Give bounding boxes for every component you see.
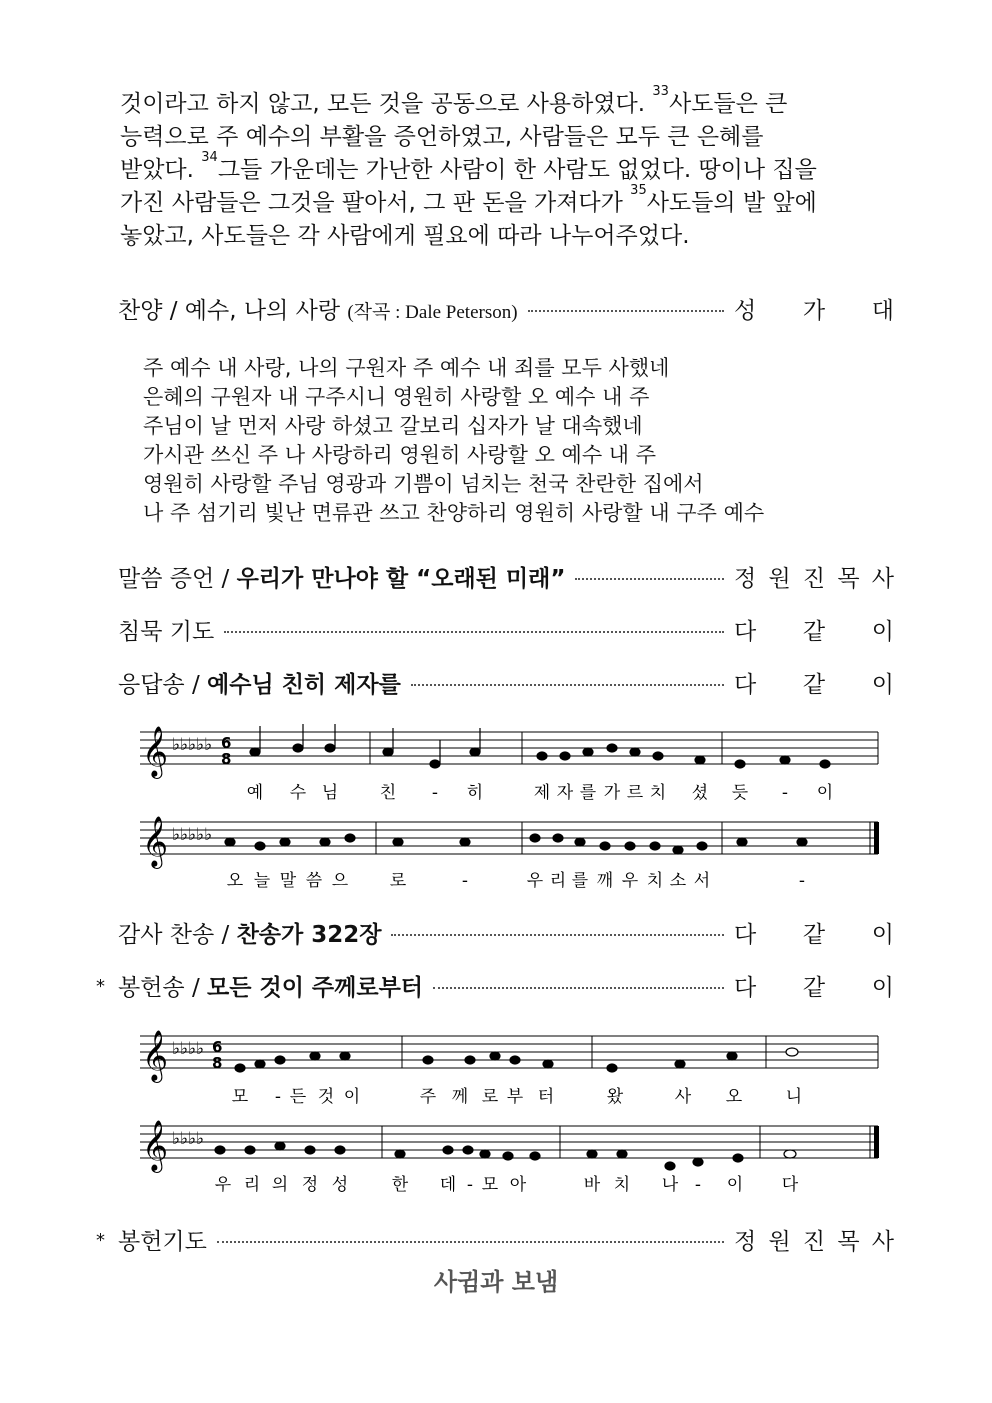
lyric-syllable: 씀: [305, 871, 323, 891]
anthem-label: 찬양 / 예수, 나의 사랑: [118, 298, 348, 324]
lyric-syllable: -: [461, 871, 469, 891]
lyric-syllable: 정: [301, 1175, 319, 1195]
lyric-syllable: 든: [289, 1087, 307, 1107]
anthem-lyrics: [143, 354, 764, 528]
lyric-syllable: 서: [693, 871, 711, 891]
role-char: 성: [734, 298, 757, 324]
role-char: 이: [871, 672, 894, 698]
scripture-text: 사도들의 발 앞에: [646, 190, 817, 216]
time-signature-bottom: 8: [221, 750, 232, 768]
lyric-syllable: -: [694, 1175, 702, 1195]
asterisk-marker: *: [96, 976, 105, 997]
lyric-line: 주 예수 내 사랑, 나의 구원자 주 예수 내 죄를 모두 사했네: [143, 356, 670, 380]
offertory-label: 봉헌송 /: [118, 975, 208, 1001]
scripture-text: 그들 가운데는 가난한 사람이 한 사람도 없었다. 땅이나 집을: [217, 157, 817, 183]
lyric-syllable: 로: [389, 871, 407, 891]
lyric-syllable: 님: [321, 783, 339, 803]
lyric-syllable: 가: [603, 783, 621, 803]
scripture-text: 가진 사람들은 그것을 팔아서, 그 판 돈을 가져다가: [120, 190, 631, 216]
treble-clef-icon: 𝄞: [142, 1120, 169, 1171]
role-char: 사: [871, 1229, 894, 1255]
lyric-syllable: 르: [626, 783, 644, 803]
lyric-syllable: 오: [226, 871, 244, 891]
dot-leader: [391, 934, 724, 936]
response-role: [734, 666, 894, 699]
lyric-syllable: 바: [583, 1175, 601, 1195]
scripture-line: 놓았고, 사도들은 각 사람에게 필요에 따라 나누어주었다.: [120, 223, 690, 249]
key-signature-flats: ♭♭♭♭: [172, 1039, 205, 1059]
lyric-syllable: 우: [214, 1175, 232, 1195]
scripture-text: 받았다.: [120, 157, 202, 183]
offertory-lyrics-line2: [215, 1174, 799, 1195]
lyric-syllable: 치: [613, 1175, 631, 1195]
response-title: [118, 666, 401, 699]
lyric-syllable: 이: [816, 783, 834, 803]
time-signature-top: 6: [212, 1038, 223, 1056]
lyric-syllable: 우: [526, 871, 544, 891]
role-char: 정: [734, 1229, 757, 1255]
offertory-score: [130, 1022, 890, 1200]
lyric-syllable: 깨: [596, 871, 614, 891]
role-char: 진: [802, 566, 826, 592]
lyric-syllable: 리: [243, 1175, 261, 1195]
dot-leader: [217, 1241, 724, 1243]
lyric-syllable: 제: [533, 783, 551, 803]
lyric-syllable: 수: [289, 783, 307, 803]
role-char: 같: [802, 922, 826, 948]
role-char: 다: [734, 619, 757, 645]
verse-number: 34: [201, 150, 218, 165]
scripture-text: 것이라고 하지 않고, 모든 것을 공동으로 사용하였다.: [120, 91, 653, 117]
silent-prayer-label: 침묵 기도: [118, 619, 215, 645]
lyric-syllable: 아: [509, 1175, 527, 1195]
lyric-syllable: 늘: [253, 871, 271, 891]
dot-leader: [528, 310, 724, 312]
lyric-line: 영원히 사랑할 주님 영광과 기쁨이 넘치는 천국 찬란한 집에서: [143, 472, 704, 496]
lyric-syllable: 소: [669, 871, 687, 891]
lyric-syllable: 으: [331, 871, 349, 891]
role-char: 이: [871, 619, 894, 645]
offertory-prayer-role: [734, 1223, 894, 1256]
role-char: 정: [734, 566, 757, 592]
lyric-syllable: 치: [649, 783, 667, 803]
thanks-hymn-label: 감사 찬송 /: [118, 922, 237, 948]
lyric-syllable: 듯: [731, 783, 749, 803]
dot-leader: [575, 578, 724, 580]
role-char: 다: [734, 975, 757, 1001]
scripture-line: [120, 150, 890, 187]
lyric-syllable: 우: [621, 871, 639, 891]
lyric-syllable: 부: [506, 1087, 524, 1107]
sermon-title: [118, 560, 565, 593]
lyric-syllable: 말: [279, 871, 297, 891]
lyric-syllable: 를: [579, 783, 597, 803]
role-char: 다: [734, 672, 757, 698]
thanks-hymn-role: [734, 916, 894, 949]
anthem-title: [118, 292, 518, 325]
time-signature-top: 6: [221, 734, 232, 752]
order-item-thanks-hymn: [118, 916, 894, 949]
lyric-syllable: 오: [725, 1087, 743, 1107]
verse-number: 33: [652, 84, 669, 99]
order-item-silent-prayer: [118, 613, 894, 646]
lyric-syllable: 히: [466, 783, 484, 803]
key-signature-flats: ♭♭♭♭♭: [172, 825, 213, 845]
lyric-syllable: 로: [481, 1087, 499, 1107]
role-char: 같: [802, 672, 826, 698]
lyric-syllable: 터: [537, 1087, 555, 1107]
lyric-syllable: 왔: [606, 1087, 624, 1107]
lyric-syllable: 예: [246, 783, 264, 803]
role-char: 목: [837, 1229, 860, 1255]
order-item-anthem: [118, 292, 894, 325]
lyric-syllable: -: [431, 783, 439, 803]
offertory-song: 모든 것이 주께로부터: [207, 975, 424, 1001]
sermon-topic: 우리가 만나야 할 “오래된 미래”: [236, 566, 566, 592]
treble-clef-icon: 𝄞: [142, 726, 169, 777]
lyric-syllable: 리: [549, 871, 567, 891]
role-char: 이: [871, 975, 894, 1001]
lyric-syllable: 한: [391, 1175, 409, 1195]
role-char: 목: [837, 566, 860, 592]
sermon-preacher: [734, 560, 894, 593]
role-char: 원: [768, 566, 791, 592]
lyric-syllable: 이: [343, 1087, 361, 1107]
role-char: 같: [802, 975, 826, 1001]
time-signature-bottom: 8: [212, 1054, 223, 1072]
treble-clef-icon: 𝄞: [142, 816, 169, 867]
treble-clef-icon: 𝄞: [142, 1030, 169, 1081]
role-char: 가: [802, 298, 826, 324]
lyric-syllable: 니: [785, 1087, 803, 1107]
lyric-syllable: 성: [331, 1175, 349, 1195]
lyric-syllable: 를: [571, 871, 589, 891]
asterisk-marker: *: [96, 1230, 105, 1251]
response-score: [130, 718, 890, 896]
lyric-line: 은혜의 구원자 내 구주시니 영원히 사랑할 오 예수 내 주: [143, 385, 650, 409]
dot-leader: [433, 987, 724, 989]
lyric-line: 나 주 섬기리 빛난 면류관 쓰고 찬양하리 영원히 사랑할 내 구주 예수: [143, 501, 765, 525]
lyric-syllable: 께: [451, 1087, 469, 1107]
lyric-syllable: -: [781, 783, 789, 803]
key-signature-flats: ♭♭♭♭♭: [172, 735, 213, 755]
scripture-line: [120, 84, 890, 121]
dot-leader: [224, 631, 724, 633]
lyric-syllable: 치: [646, 871, 664, 891]
thanks-hymn-title: [118, 916, 381, 949]
offertory-role: [734, 969, 894, 1002]
key-signature-flats: ♭♭♭♭: [172, 1129, 205, 1149]
role-char: 대: [871, 298, 894, 324]
lyric-syllable: 사: [674, 1087, 692, 1107]
lyric-syllable: 의: [271, 1175, 289, 1195]
scripture-text: 사도들은 큰: [668, 91, 788, 117]
offertory-title: [118, 969, 423, 1002]
response-song: 예수님 친히 제자를: [207, 672, 401, 698]
scripture-passage: [120, 84, 890, 253]
thanks-hymn-number: 찬송가 322장: [236, 922, 382, 948]
lyric-syllable: -: [798, 871, 806, 891]
order-item-response: [118, 666, 894, 699]
lyric-syllable: 다: [781, 1175, 799, 1195]
silent-prayer-role: [734, 613, 894, 646]
lyric-syllable: -: [274, 1087, 282, 1107]
role-char: 원: [768, 1229, 791, 1255]
sermon-label: 말씀 증언 /: [118, 566, 237, 592]
response-label: 응답송 /: [118, 672, 208, 698]
offertory-notes: [215, 1048, 798, 1170]
lyric-syllable: 모: [231, 1087, 249, 1107]
response-lyrics-line2: [227, 870, 805, 891]
anthem-composer: (작곡 : Dale Peterson): [347, 302, 518, 323]
role-char: 같: [802, 619, 826, 645]
scripture-line: [120, 183, 890, 220]
lyric-line: 주님이 날 먼저 사랑 하셨고 갈보리 십자가 날 대속했네: [143, 414, 643, 438]
lyric-syllable: 나: [661, 1175, 679, 1195]
order-item-offertory: [118, 969, 894, 1002]
order-item-offertory-prayer: [118, 1223, 894, 1256]
offertory-prayer-label: 봉헌기도: [118, 1229, 207, 1255]
lyric-syllable: 자: [556, 783, 574, 803]
dot-leader: [411, 684, 724, 686]
lyric-syllable: 모: [481, 1175, 499, 1195]
lyric-syllable: 주: [419, 1087, 437, 1107]
section-heading-fellowship-sending: 사귐과 보냄: [433, 1268, 559, 1296]
lyric-syllable: 것: [317, 1087, 335, 1107]
lyric-syllable: 데: [439, 1175, 457, 1195]
role-char: 진: [802, 1229, 826, 1255]
scripture-line: 능력으로 주 예수의 부활을 증언하였고, 사람들은 모두 큰 은혜를: [120, 124, 764, 150]
order-item-sermon: [118, 560, 894, 593]
lyric-syllable: 친: [379, 783, 397, 803]
role-char: 사: [871, 566, 894, 592]
lyric-syllable: -: [466, 1175, 474, 1195]
verse-number: 35: [630, 183, 647, 198]
response-lyrics-line1: [247, 782, 833, 803]
role-char: 이: [871, 922, 894, 948]
lyric-line: 가시관 쓰신 주 나 사랑하리 영원히 사랑할 오 예수 내 주: [143, 443, 657, 467]
anthem-leader-role: [734, 292, 894, 325]
lyric-syllable: 이: [726, 1175, 744, 1195]
offertory-lyrics-line1: [232, 1086, 802, 1107]
role-char: 다: [734, 922, 757, 948]
lyric-syllable: 셨: [691, 783, 709, 803]
